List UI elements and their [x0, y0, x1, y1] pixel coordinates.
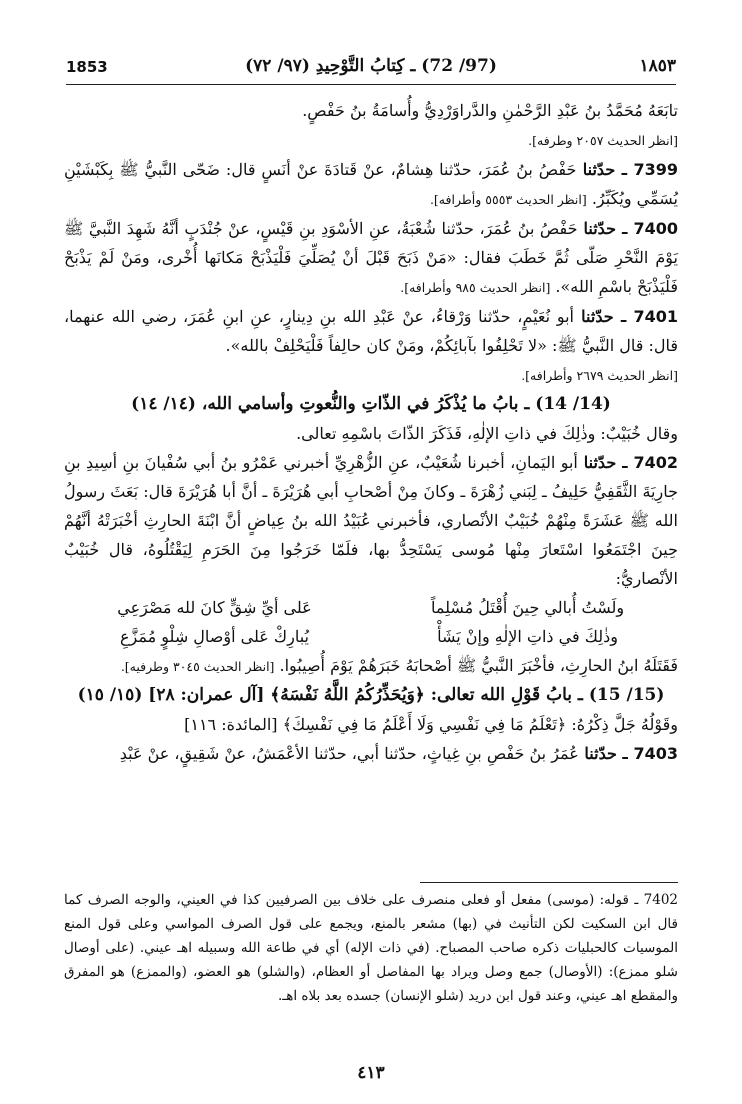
line-text: تابَعَهُ مُحَمَّدُ بنُ عَبْدِ الرَّحْمٰنِ والدَّراوَرْدِيُّ وأُسامَةُ بنُ حَفْصٍ.	[302, 101, 678, 120]
line-text: وقَوْلُهُ جَلَّ ذِكْرُهُ: ﴿تَعْلَمُ مَا فِي نَفْسِي وَلَا أَعْلَمُ مَا فِي نَفْسِكَ﴾ [المائدة: ١١٦]	[184, 715, 678, 734]
chapter-heading: (14/ 14) ـ بابُ ما يُذْكَرُ في الذّاتِ والنُّعوتِ وأسامي الله، (١٤/ ١٤)	[131, 394, 611, 414]
cross-reference	[64, 360, 678, 390]
footer-page-number: ٤١٣	[357, 1063, 385, 1083]
hadith-number: 7401 ـ	[613, 307, 679, 326]
hadith-7399	[64, 155, 678, 214]
cross-reference	[64, 125, 678, 155]
text-line	[64, 419, 678, 448]
hadith-text: حَفْصُ بنُ عُمَرَ، حدّثنا هِشامٌ، عنْ قَتادَةَ عنْ أنَسٍ قال: ضَحّى النَّبيُّ ﷺ بِكَبْشَيْنِ يُسَمِّي ويُكَبِّرُ.	[64, 160, 678, 208]
page-number-latin: 1853	[66, 58, 108, 76]
hadith-lead: حدّثنا	[577, 453, 617, 472]
poem-verse	[64, 622, 678, 651]
hadith-lead: حدّثنا	[573, 307, 614, 326]
page-number-arabic: ١٨٥٣	[639, 56, 676, 76]
hadith-7402	[64, 448, 678, 593]
chapter-heading: (15/ 15) ـ بابُ قَوْلِ الله تعالى: ﴿وَيُحَذِّرُكُمُ اللَّهُ نَفْسَهُ﴾ [آل عمران: ٢٨] (١٥/ ١٥)	[77, 685, 665, 705]
hadith-number: 7402 ـ	[616, 453, 679, 472]
text-line	[64, 710, 678, 739]
text-line	[64, 651, 678, 681]
hadith-lead: حدّثنا	[576, 160, 616, 179]
line-text: فَقَتَلَهُ ابنُ الحارِثِ، فأخْبَرَ النَّبيُّ ﷺ أصْحابَهُ خَبَرَهُمْ يَوْمَ أُصِيبُوا.	[274, 656, 678, 675]
poem-verse	[64, 593, 678, 622]
reference-text: [انظر الحديث ٣٠٤٥ وطرفيه].	[120, 659, 275, 674]
main-text	[64, 96, 678, 768]
verse-second-half: عَلى أيِّ شِقٍّ كانَ لله مَصْرَعِي	[117, 598, 312, 617]
hadith-7400	[64, 214, 678, 302]
hadith-7401	[64, 302, 678, 360]
reference-text: [انظر الحديث ٢٠٥٧ وطرفه].	[528, 133, 678, 148]
running-header	[66, 50, 676, 85]
reference-text: [انظر الحديث ٢٦٧٩ وأطرافه].	[521, 368, 678, 383]
running-title: (97/ 72) ـ كِتابُ التَّوْحِيدِ (٩٧/ ٧٢)	[245, 56, 497, 76]
hadith-text: أبو اليَمانِ، أخبرنا شُعَيْبٌ، عنِ الزُّهْرِيِّ أخبرني عَمْرُو بنُ أبي سُفْيانَ بنِ أسِيدِ بنِ جارِيَةَ الثَّقَفِيُّ حَلِيفُ ـ لِبَني زُهْرَةَ ـ وكانَ مِنْ أصْحابِ أبي هُرَيْرَةَ ـ أنَّ أبا هُرَيْرَةَ قال: بَعَثَ رسولُ الله ﷺ عَشَرَةً مِنْهُمْ خُبَيْبٌ الأنْصاري، فأخبرني عُبَيْدُ الله بنُ عِياضٍ أنَّ ابْنَةَ الحارِثِ أخْبَرَتْهُ أنَّهُمْ حِينَ اجْتَمَعُوا اسْتَعارَ مِنْها مُوسى يَسْتَحِدُّ بها، فلَمّا خَرَجُوا مِنَ الحَرَمِ لِيَقْتُلُوهُ، قال خُبَيْبٌ الأنْصاريُّ:	[64, 453, 678, 588]
hadith-lead: حدّثنا	[578, 744, 617, 763]
footnote: 7402 ـ قوله: (موسى) مفعل أو فعلى منصرف على خلاف بين الصرفيين كذا في العيني، والوجه الصرف كما قال ابن السكيت لكن التأنيث في (بها) مشعر بالمنع، ويجمع على قول الصرف المواسي وعلى قول المنع الموسيات كالحبليات ذكره صاحب المصباح. (في ذات الإله) أي في طاعة الله وسبيله اهـ عيني. (على أوصال شلو ممزع): (الأوصال) جمع وصل ويراد بها المفاصل أو العظام، (والشلو) هو العضو، (والممزع) هو المفرق والمقطع اهـ عيني، وعند قول ابن دريد (شلو الإنسان) جسده بعد بلاه اهـ.	[64, 892, 678, 1004]
hadith-number: 7400 ـ	[615, 219, 679, 238]
text-line	[64, 96, 678, 125]
hadith-text: أبو نُعَيْمٍ، حدّثنا وَرْقاءُ، عنْ عَبْدِ الله بنِ دِينارٍ، عنِ ابنِ عُمَرَ، رضي الله عنهما، قال: قال النَّبيُّ ﷺ: «لا تَحْلِفُوا بآبائِكُمْ، ومَنْ كان حالِفاً فَلْيَحْلِفْ بالله».	[64, 307, 678, 355]
hadith-number: 7399 ـ	[615, 160, 679, 179]
verse-first-half: ولَسْتُ أُبالي حِينَ أُقْتَلُ مُسْلِماً	[430, 598, 625, 617]
verse-second-half: يُبارِكْ عَلى أوْصالِ شِلْوٍ مُمَزَّعِ	[119, 627, 309, 646]
hadith-7403	[64, 739, 678, 768]
reference-text: [انظر الحديث ٩٨٥ وأطرافه].	[400, 280, 551, 295]
hadith-text: حَفْصُ بنُ عُمَرَ، حدّثنا شُعْبَةُ، عنِ الأسْوَدِ بنِ قَيْسٍ، عنْ جُنْدَبٍ أنَّهُ شَهِدَ النَّبيَّ ﷺ يَوْمَ النَّحْرِ صَلّى ثُمَّ خَطَبَ فقال: «مَنْ ذَبَحَ قَبْلَ أنْ يُصَلِّيَ فَلْيَذْبَحْ مَكانَها أُخْرى، ومَنْ لَمْ يَذْبَحْ فَلْيَذْبَحْ باسْمِ الله».	[64, 219, 678, 296]
verse-first-half: وذٰلِكَ في ذاتِ الإلٰهِ وإنْ يَشَأْ	[437, 627, 618, 646]
footnote-divider	[420, 882, 678, 883]
line-text: وقال خُبَيْبٌ: وذٰلِكَ في ذاتِ الإلٰهِ، فَذَكَرَ الذّاتَ باسْمِهِ تعالى.	[296, 424, 678, 443]
hadith-number: 7403 ـ	[616, 744, 678, 763]
hadith-text: عُمَرُ بنُ حَفْصِ بنِ غِياثٍ، حدّثنا أبي، حدّثنا الأعْمَشُ، عنْ شَقِيقٍ، عنْ عَبْدِ	[119, 744, 579, 763]
reference-text: [انظر الحديث ٥٥٥٣ وأطرافه].	[429, 192, 587, 207]
hadith-lead: حدّثنا	[577, 219, 616, 238]
